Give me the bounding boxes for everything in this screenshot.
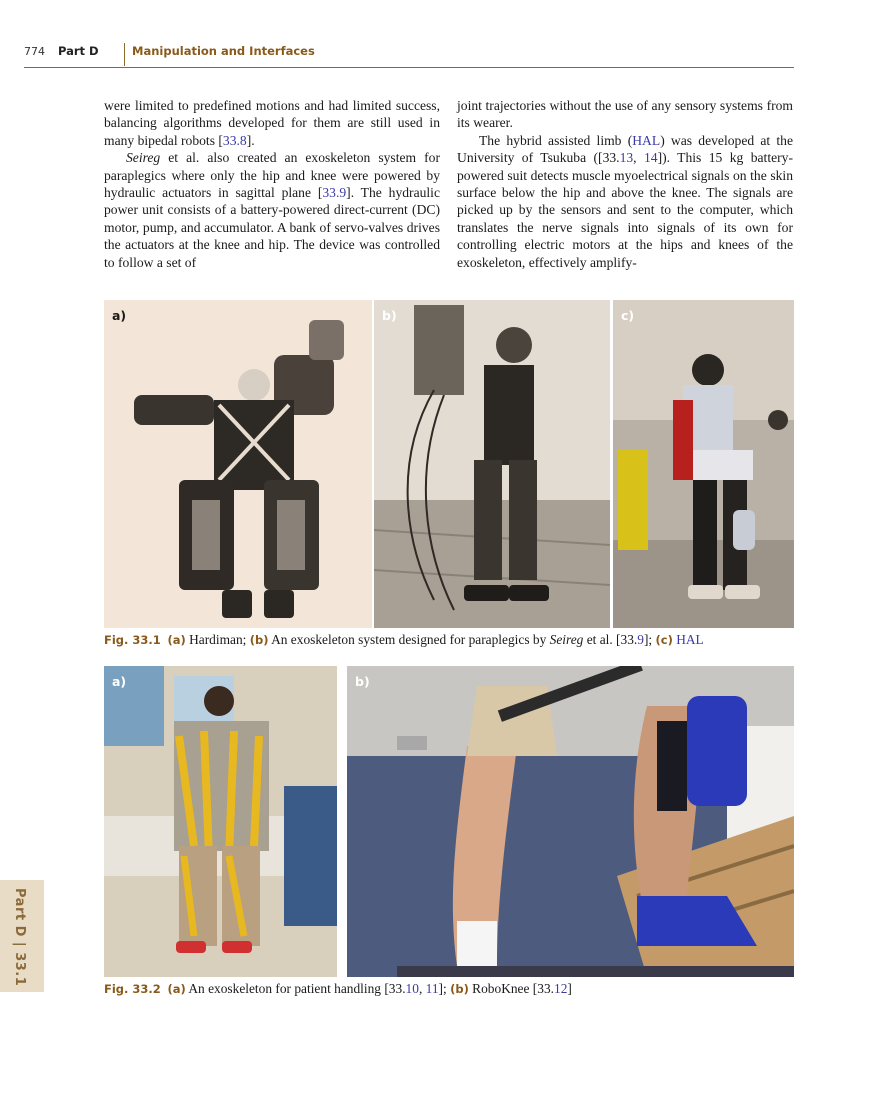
roboknee-photo: [347, 666, 794, 977]
header-divider: [124, 43, 125, 66]
citation-link[interactable]: 12: [554, 981, 568, 996]
panel-label-a: a): [112, 674, 127, 689]
page-number: 774: [24, 45, 45, 58]
seireg-exoskeleton-photo: [374, 300, 610, 628]
paragraph: joint trajectories without the use of any sensory systems from its wearer.: [457, 98, 793, 131]
citation-link[interactable]: 33.8: [222, 132, 247, 148]
figure-33-2-caption: Fig. 33.2 (a) An exoskeleton for patient handling [33.10, 11]; (b) RoboKnee [33.12]: [104, 981, 572, 996]
glossary-link-hal[interactable]: HAL: [676, 632, 704, 647]
figure-label: Fig. 33.1: [104, 633, 161, 647]
citation-link[interactable]: 10: [405, 981, 419, 996]
part-label: Part D: [58, 44, 99, 58]
running-header: [24, 43, 794, 68]
paragraph: were limited to predefined motions and had limited success, balancing algorithms developed for them are still used in many bipedal robots [33.8].: [104, 98, 440, 148]
paragraph: Seireg et al. also created an exoskeleton system for paraplegics where only the hip and knee were powered by hydraulic actuators in sagittal plane [33.9]. The hydraulic power unit consists of a battery-powered direct-current (DC) motor, pump, and accumulator. A bank of servo-valves drives the actuators at the knee and hip. The device was controlled to follow a set of: [104, 150, 440, 270]
figure-33-1-panel-b: [374, 300, 610, 628]
section-side-tab: [0, 880, 44, 992]
figure-label: Fig. 33.2: [104, 982, 161, 996]
figure-33-1-panel-a: [104, 300, 372, 628]
panel-label-b: b): [355, 674, 370, 689]
figure-33-2-panel-b: [347, 666, 794, 977]
patient-handling-exoskeleton-photo: [104, 666, 337, 977]
panel-label-c: c): [621, 308, 635, 323]
part-title: Manipulation and Interfaces: [132, 44, 315, 58]
citation-link[interactable]: 11: [425, 981, 439, 996]
side-tab-label: Part D | 33.1: [12, 888, 27, 987]
citation-link[interactable]: 14: [643, 150, 658, 166]
figure-33-1-caption: Fig. 33.1 (a) Hardiman; (b) An exoskeleton system designed for paraplegics by Seireg et al. [33.9]; (c) HAL: [104, 632, 704, 647]
citation-link[interactable]: 9: [637, 632, 644, 647]
hal-photo: [613, 300, 794, 628]
hardiman-photo: [104, 300, 372, 628]
citation-link[interactable]: 13: [619, 150, 634, 166]
text-column-right: [457, 97, 793, 271]
panel-label-b: b): [382, 308, 397, 323]
text-column-left: [104, 97, 440, 271]
panel-label-a: a): [112, 308, 127, 323]
figure-33-1-panel-c: [613, 300, 794, 628]
paragraph: The hybrid assisted limb (HAL) was developed at the University of Tsukuba ([33.13, 14]). This 15 kg battery-powered suit detects muscle myoelectrical signals on the skin surface below the hip and above the knee. The signals are picked up by the sensors and sent to the computer, which translates the nerve signals into signals of its own for controlling electric motors at the hips and knees of the exoskeleton, effectively amplify-: [457, 132, 793, 270]
citation-link[interactable]: 33.9: [322, 185, 347, 201]
figure-33-2-panel-a: [104, 666, 337, 977]
glossary-link-hal[interactable]: HAL: [632, 132, 661, 148]
